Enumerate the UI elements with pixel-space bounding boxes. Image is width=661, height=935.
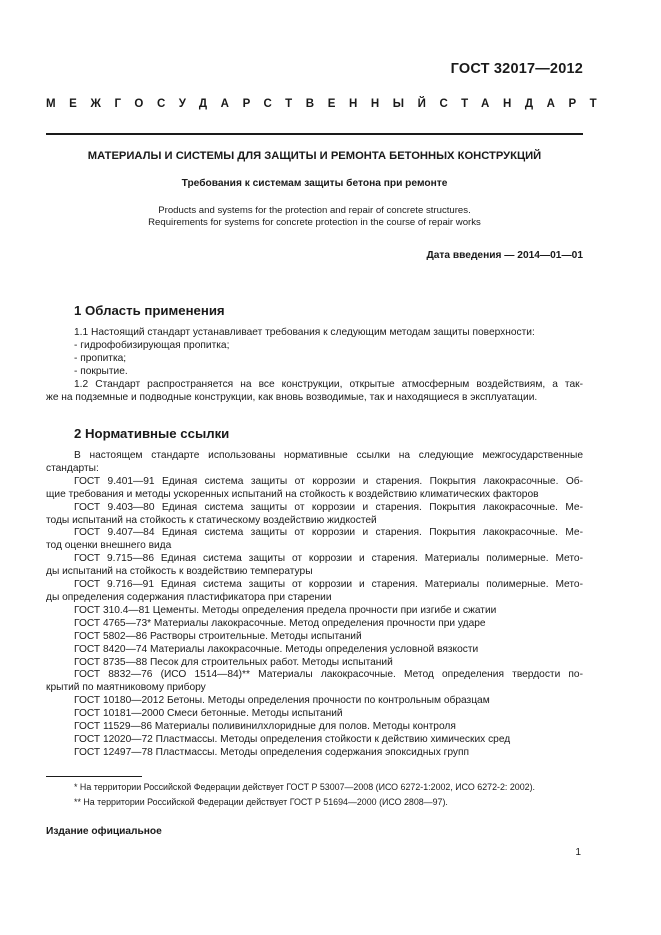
reference-line: ГОСТ 8832—76 (ИСО 1514—84)** Материалы лакокрасочные. Метод определения твердости по- xyxy=(74,669,583,681)
reference-line: ГОСТ 310.4—81 Цементы. Методы определения предела прочности при изгибе и сжатии xyxy=(74,604,497,616)
reference-line: ГОСТ 12020—72 Пластмассы. Методы определения стойкости к действию химических сред xyxy=(74,733,511,745)
category-word-1: МЕЖГОСУДАРСТВЕННЫЙ xyxy=(46,98,440,110)
footnotes xyxy=(46,780,583,809)
reference-line: ГОСТ 9.403—80 Единая система защиты от коррозии и старения. Покрытия лакокрасочные. Ме- xyxy=(74,501,583,513)
reference-line: крытий по маятниковому прибору xyxy=(46,682,206,694)
reference-line: ГОСТ 9.401—91 Единая система защиты от коррозии и старения. Покрытия лакокрасочные. Об- xyxy=(74,475,583,487)
footnote: ** На территории Российской Федерации действует ГОСТ Р 51694—2000 (ИСО 2808—97). xyxy=(74,796,448,807)
reference-line: ГОСТ 5802—86 Растворы строительные. Методы испытаний xyxy=(74,630,362,642)
paragraph-line: 1.2 Стандарт распространяется на все конструкции, открытые атмосферным воздействиям, а так- xyxy=(74,378,583,390)
reference-line: ГОСТ 8420—74 Материалы лакокрасочные. Методы определения условной вязкости xyxy=(74,643,479,655)
document-title: МАТЕРИАЛЫ И СИСТЕМЫ ДЛЯ ЗАЩИТЫ И РЕМОНТА БЕТОННЫХ КОНСТРУКЦИЙ xyxy=(87,150,542,162)
paragraph-line: же на подземные и подводные конструкции, как вновь возводимые, так и находящиеся в эксплуатации. xyxy=(46,391,538,403)
paragraph-line: 1.1 Настоящий стандарт устанавливает требования к следующим методам защиты поверхности: xyxy=(74,327,535,338)
footnote: * На территории Российской Федерации действует ГОСТ Р 53007—2008 (ИСО 6272-1:2002, ИСО 6272-2: 2002). xyxy=(74,782,535,792)
section-1-heading: 1 Область применения xyxy=(74,303,225,318)
reference-line: ГОСТ 9.407—84 Единая система защиты от коррозии и старения. Покрытия лакокрасочные. Ме- xyxy=(74,527,583,539)
reference-line: ГОСТ 9.716—91 Единая система защиты от коррозии и старения. Материалы полимерные. Мето- xyxy=(74,579,583,591)
edition-note: Издание официальное xyxy=(46,826,162,837)
paragraph-line: стандарты: xyxy=(46,462,99,474)
list-item: - гидрофобизирующая пропитка; xyxy=(74,339,230,351)
reference-line: ГОСТ 10181—2000 Смеси бетонные. Методы испытаний xyxy=(74,708,343,720)
section-1-body xyxy=(46,327,583,404)
english-title-line: Requirements for systems for concrete protection in the course of repair works xyxy=(148,217,481,228)
reference-line: щие требования и методы ускоренных испытаний на стойкость к воздействию климатических факторов xyxy=(46,488,539,500)
paragraph-line: В настоящем стандарте использованы нормативные ссылки на следующие межгосударственные xyxy=(74,450,583,461)
section-2-heading: 2 Нормативные ссылки xyxy=(74,426,230,441)
standard-category xyxy=(46,98,611,110)
reference-line: ГОСТ 11529—86 Материалы поливинилхлоридные для полов. Методы контроля xyxy=(74,721,456,733)
header-rule xyxy=(46,133,583,135)
list-item: - покрытие. xyxy=(74,365,128,377)
english-title-line: Products and systems for the protection and repair of concrete structures. xyxy=(158,205,471,216)
category-word-2: СТАНДАРТ xyxy=(439,98,611,110)
reference-line: ды испытаний на стойкость к воздействию температуры xyxy=(46,566,313,578)
footnote-rule xyxy=(46,776,142,777)
reference-line: ды определения содержания пластификатора при старении xyxy=(46,591,332,603)
list-item: - пропитка; xyxy=(74,352,127,364)
reference-line: тоды испытаний на стойкость к статическому воздействию жидкостей xyxy=(46,514,377,526)
reference-line: тод оценки внешнего вида xyxy=(46,540,172,552)
page-number: 1 xyxy=(575,847,581,858)
english-title xyxy=(46,205,583,229)
reference-line: ГОСТ 9.715—86 Единая система защиты от коррозии и старения. Материалы полимерные. Мето- xyxy=(74,553,583,565)
reference-line: ГОСТ 10180—2012 Бетоны. Методы определения прочности по контрольным образцам xyxy=(74,695,490,707)
document-code: ГОСТ 32017—2012 xyxy=(450,61,583,77)
document-subtitle: Требования к системам защиты бетона при ремонте xyxy=(181,178,448,189)
reference-line: ГОСТ 12497—78 Пластмассы. Методы определения содержания эпоксидных групп xyxy=(74,746,470,758)
reference-line: ГОСТ 4765—73* Материалы лакокрасочные. Метод определения прочности при ударе xyxy=(74,617,486,629)
section-2-body xyxy=(46,450,583,760)
introduction-date: Дата введения — 2014—01—01 xyxy=(426,250,583,261)
reference-line: ГОСТ 8735—88 Песок для строительных работ. Методы испытаний xyxy=(74,656,393,668)
